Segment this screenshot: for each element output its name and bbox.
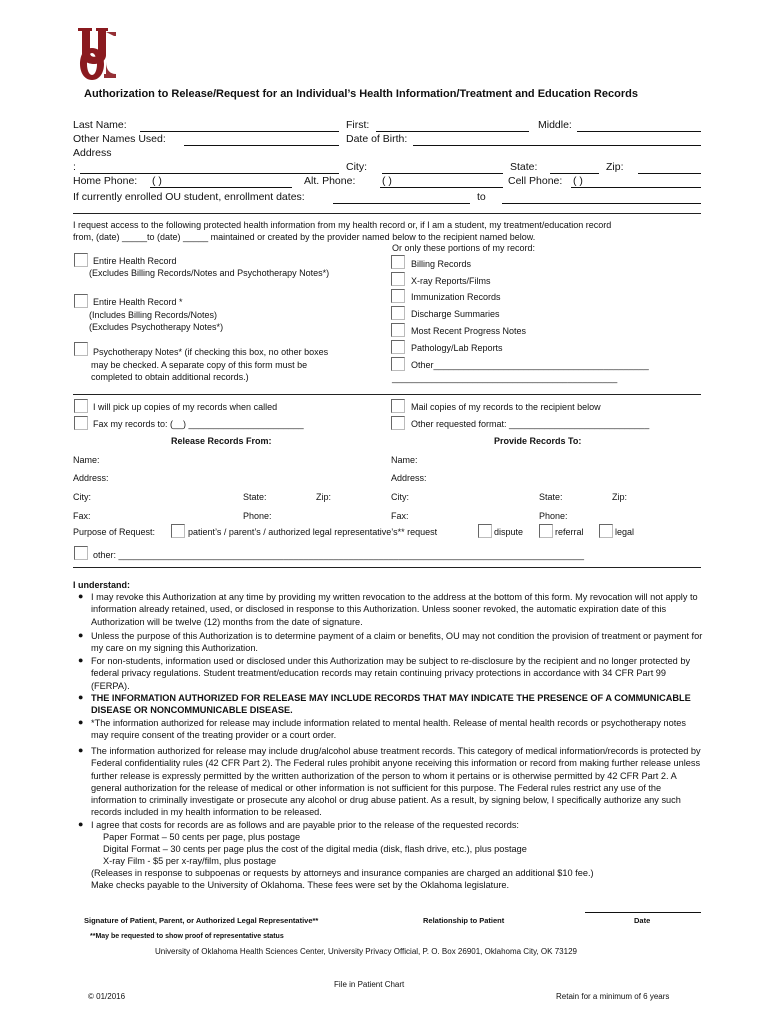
cost-paper: Paper Format – 50 cents per page, plus postage: [103, 832, 301, 842]
relationship-label: Relationship to Patient: [423, 916, 505, 925]
psychotherapy-label: Psychotherapy Notes* (if checking this box, no other boxes: [93, 347, 329, 357]
psychotherapy-sub1: may be checked. A separate copy of this form must be: [91, 360, 308, 370]
alt-phone-label: Alt. Phone:: [304, 175, 356, 187]
bullet-icon: ●: [78, 717, 84, 727]
entire-record-excl-checkbox[interactable]: [74, 253, 88, 267]
other-names-field[interactable]: [184, 145, 339, 146]
fax-checkbox[interactable]: [74, 416, 88, 430]
bullet-icon: ●: [78, 745, 84, 755]
alt-phone-field[interactable]: [380, 187, 503, 188]
mail-checkbox[interactable]: [391, 399, 405, 413]
enrollment-end-field[interactable]: [502, 203, 701, 204]
understand-condition: Unless the purpose of this Authorization is to determine payment of a claim or benefits, OU may not condition the provision of treatment or payment for my care on my signing this Authorization.: [91, 631, 703, 654]
divider: [73, 567, 701, 568]
cell-phone-field[interactable]: [571, 187, 701, 188]
understand-drug-alcohol: The information authorized for release may include drug/alcohol abuse treatment records. This category of medical information/records is protected by Federal confidentiality rules (42 CFR Part 2). The Federal rules prohibit anyone receiving this information or record from making further release unless further release is expressly permitted by the written authorization of the person to whom it pertains or is otherwise permitted by 42 CFR Part 2. A general authorization for the release of medical or other information is not sufficient for this purpose. The Federal rules restrict any use of the information to criminally investigate or prosecute any alcohol or drug abuse patient. As a result, by signing below, I specifically authorize any such records included in my health information to be released.: [91, 746, 701, 818]
other-format-label: Other requested format: ____________________________: [411, 419, 650, 429]
billing-records-checkbox[interactable]: [391, 255, 405, 269]
city-label: City:: [346, 161, 367, 173]
cell-phone-label: Cell Phone:: [508, 175, 563, 187]
cost-digital: Digital Format – 30 cents per page plus the cost of the digital media (disk, flash drive, etc.), plus postage: [103, 844, 527, 854]
purpose-other-label: other: _____________________________________________________________________________________________: [93, 550, 585, 560]
cost-subpoena: (Releases in response to subpoenas or requests by attorneys and insurance companies are charged an additional $10 fee.): [91, 868, 594, 878]
provide-zip-label: Zip:: [612, 492, 628, 502]
middle-label: Middle:: [538, 119, 572, 131]
fax-label: Fax my records to: (__) _______________________: [93, 419, 304, 429]
home-phone-field[interactable]: [150, 187, 292, 188]
representative-note: **May be requested to show proof of representative status: [90, 933, 284, 940]
entire-record-incl-sub2: (Excludes Psychotherapy Notes*): [89, 322, 224, 332]
understand-disease: THE INFORMATION AUTHORIZED FOR RELEASE MAY INCLUDE RECORDS THAT MAY INDICATE THE PRESENCE OF A COMMUNICABLE DISEASE OR NONCOMMUNICABLE DISEASE.: [91, 693, 691, 716]
provide-address-label: Address:: [391, 473, 427, 483]
provide-phone-label: Phone:: [539, 511, 568, 521]
pathology-checkbox[interactable]: [391, 340, 405, 354]
xray-reports-label: X-ray Reports/Films: [411, 276, 491, 286]
address-label: Address: [73, 147, 112, 159]
city-field[interactable]: [382, 173, 503, 174]
provide-city-label: City:: [391, 492, 409, 502]
address-field[interactable]: [80, 173, 339, 174]
enrollment-start-field[interactable]: [333, 203, 470, 204]
form-title: Authorization to Release/Request for an Individual’s Health Information/Treatment and Education Records: [84, 88, 638, 100]
immunization-label: Immunization Records: [411, 292, 501, 302]
state-label: State:: [510, 161, 538, 173]
release-from-heading: Release Records From:: [171, 436, 272, 446]
mail-label: Mail copies of my records to the recipient below: [411, 402, 601, 412]
purpose-dispute-label: dispute: [494, 527, 524, 537]
billing-records-label: Billing Records: [411, 259, 472, 269]
purpose-patient-label: patient’s / parent’s / authorized legal representative’s** request: [188, 527, 438, 537]
request-line2: from, (date) _____to (date) _____ maintained or created by the provider named below to the recipient named below.: [73, 232, 536, 242]
provide-to-heading: Provide Records To:: [494, 436, 582, 446]
purpose-legal-label: legal: [615, 527, 635, 537]
immunization-checkbox[interactable]: [391, 289, 405, 303]
progress-notes-checkbox[interactable]: [391, 323, 405, 337]
cost-xray: X-ray Film - $5 per x-ray/film, plus postage: [103, 856, 277, 866]
zip-field[interactable]: [638, 173, 701, 174]
understand-heading: I understand:: [73, 580, 131, 590]
pickup-checkbox[interactable]: [74, 399, 88, 413]
purpose-referral-label: referral: [555, 527, 584, 537]
psychotherapy-checkbox[interactable]: [74, 342, 88, 356]
enrollment-to: to: [477, 191, 486, 203]
entire-record-incl-sub1: (Includes Billing Records/Notes): [89, 310, 218, 320]
alt-phone-area: ( ): [382, 175, 392, 187]
understand-redisclosure: For non-students, information used or disclosed under this Authorization may be subject to re-disclosure by the recipient and no longer protected by federal privacy regulations. Student treatment/education records may retain continuing privacy protections in accordance with 34 CFR Part 99 (FERPA).: [91, 656, 691, 691]
bullet-icon: ●: [78, 591, 84, 601]
other-portion-label: Other___________________________________________: [411, 360, 649, 370]
signature-label: Signature of Patient, Parent, or Authorized Legal Representative**: [84, 916, 319, 925]
cost-checks: Make checks payable to the University of Oklahoma. These fees were set by the Oklahoma legislature.: [91, 880, 510, 890]
purpose-dispute-checkbox[interactable]: [478, 524, 492, 538]
release-fax-label: Fax:: [73, 511, 91, 521]
purpose-label: Purpose of Request:: [73, 527, 156, 537]
request-line1: I request access to the following protected health information from my health record or, if I am a student, my treatment/education record: [73, 220, 612, 230]
cell-phone-area: ( ): [573, 175, 583, 187]
address-colon: :: [73, 161, 76, 173]
release-city-label: City:: [73, 492, 91, 502]
understand-costs: I agree that costs for records are as follows and are payable prior to the release of the requested records:: [91, 820, 519, 830]
divider: [73, 394, 701, 395]
discharge-checkbox[interactable]: [391, 306, 405, 320]
footer-file: File in Patient Chart: [334, 980, 405, 989]
bullet-icon: ●: [78, 655, 84, 665]
dob-label: Date of Birth:: [346, 133, 408, 145]
other-format-checkbox[interactable]: [391, 416, 405, 430]
first-label: First:: [346, 119, 370, 131]
dob-field[interactable]: [413, 145, 701, 146]
purpose-patient-checkbox[interactable]: [171, 524, 185, 538]
date-label: Date: [634, 916, 651, 925]
signature-field[interactable]: [82, 912, 392, 913]
pathology-label: Pathology/Lab Reports: [411, 343, 503, 353]
purpose-referral-checkbox[interactable]: [539, 524, 553, 538]
xray-reports-checkbox[interactable]: [391, 272, 405, 286]
release-phone-label: Phone:: [243, 511, 272, 521]
home-phone-label: Home Phone:: [73, 175, 138, 187]
first-field[interactable]: [376, 131, 529, 132]
purpose-legal-checkbox[interactable]: [599, 524, 613, 538]
last-name-label: Last Name:: [73, 119, 127, 131]
other-portion-checkbox[interactable]: [391, 357, 405, 371]
date-line[interactable]: [585, 912, 701, 913]
bullet-icon: ●: [78, 819, 84, 829]
other-portion-line2: _____________________________________________: [392, 373, 618, 383]
progress-notes-label: Most Recent Progress Notes: [411, 326, 527, 336]
discharge-label: Discharge Summaries: [411, 309, 500, 319]
bullet-icon: ●: [78, 630, 84, 640]
divider: [73, 213, 701, 214]
provide-name-label: Name:: [391, 455, 418, 465]
footer-retain: Retain for a minimum of 6 years: [556, 992, 670, 1001]
home-phone-area: ( ): [152, 175, 162, 187]
enrollment-label: If currently enrolled OU student, enrollment dates:: [73, 191, 305, 203]
bullet-icon: ●: [78, 692, 84, 702]
zip-label: Zip:: [606, 161, 624, 173]
or-only-label: Or only these portions of my record:: [392, 243, 536, 253]
pickup-label: I will pick up copies of my records when called: [93, 402, 278, 412]
last-name-field[interactable]: [140, 131, 339, 132]
release-address-label: Address:: [73, 473, 109, 483]
entire-record-incl-label: Entire Health Record *: [93, 297, 183, 307]
psychotherapy-sub2: completed to obtain additional records.): [91, 372, 249, 382]
entire-record-incl-checkbox[interactable]: [74, 294, 88, 308]
entire-record-excl-label: Entire Health Record: [93, 256, 177, 266]
entire-record-excl-sub: (Excludes Billing Records/Notes and Psychotherapy Notes*): [89, 268, 330, 278]
release-name-label: Name:: [73, 455, 100, 465]
understand-revoke: I may revoke this Authorization at any time by providing my written revocation to the address at the bottom of this form. My revocation will not apply to information already retained, used, or disclosed in response to this Authorization. Unless sooner revoked, the automatic expiration date of this Authorization will be twelve (12) months from the date of signature.: [91, 592, 698, 627]
provide-state-label: State:: [539, 492, 563, 502]
purpose-other-checkbox[interactable]: [74, 546, 88, 560]
state-field[interactable]: [550, 173, 599, 174]
other-names-label: Other Names Used:: [73, 133, 166, 145]
middle-field[interactable]: [577, 131, 701, 132]
understand-mental-health: *The information authorized for release may include information related to mental health. Release of mental health records or psychotherapy notes may require consent of the treating provider or a court order.: [91, 718, 686, 741]
footer-address: University of Oklahoma Health Sciences Center, University Privacy Official, P. O. Box 26901, Oklahoma City, OK 73129: [155, 947, 577, 956]
footer-copyright: © 01/2016: [88, 992, 126, 1001]
release-zip-label: Zip:: [316, 492, 332, 502]
ou-logo-icon: [76, 26, 118, 82]
provide-fax-label: Fax:: [391, 511, 409, 521]
release-state-label: State:: [243, 492, 267, 502]
